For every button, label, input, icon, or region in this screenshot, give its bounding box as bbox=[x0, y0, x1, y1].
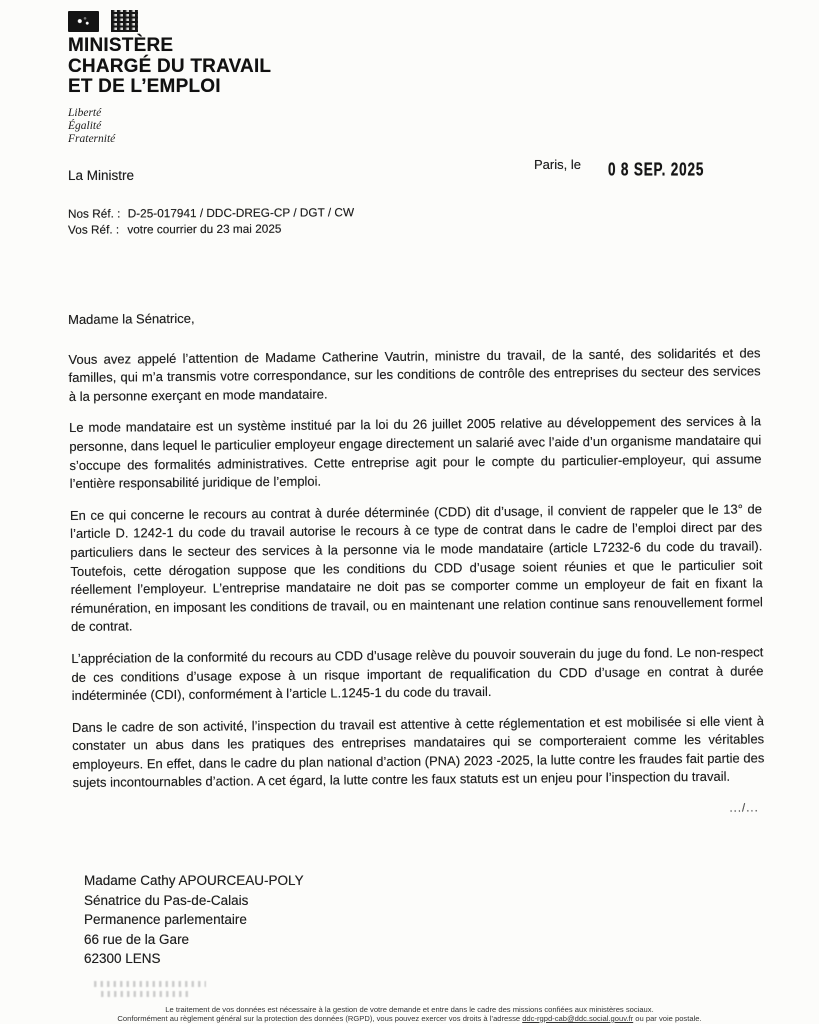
ministry-title-line: CHARGÉ DU TRAVAIL bbox=[68, 55, 272, 77]
marianne-logo-icon bbox=[68, 11, 99, 32]
references-block bbox=[68, 205, 354, 237]
footer-line2-suffix: ou par voie postale. bbox=[633, 1013, 702, 1023]
qr-code-icon bbox=[111, 10, 138, 32]
ministry-title bbox=[68, 36, 271, 98]
your-ref-label: Vos Réf. : bbox=[68, 221, 120, 237]
rgpd-email-link: ddc-rgpd-cab@ddc.social.gouv.fr bbox=[522, 1013, 634, 1023]
paragraph: Vous avez appelé l’attention de Madame Catherine Vautrin, ministre du travail, de la santé, des solidarités et des familles, qui m’a transmis votre correspondance, sur les conditions de contrôle des entreprises du secteur des services à la personne exerçant en mode mandataire. bbox=[68, 344, 761, 404]
ministry-header bbox=[68, 8, 271, 146]
date-stamp: 0 8 SEP. 2025 bbox=[608, 160, 705, 181]
recipient-line: 66 rue de la Gare bbox=[84, 931, 190, 947]
ministry-title-line: ET DE L’EMPLOI bbox=[68, 76, 221, 97]
continuation-mark: .../... bbox=[729, 802, 759, 815]
footer-line2-prefix: Conformément au règlement général sur la protection des données (RGPD), vous pouvez exercer vos droits à l’adresse bbox=[117, 1013, 523, 1023]
sender-title: La Ministre bbox=[68, 168, 135, 183]
paragraph: Le mode mandataire est un système institué par la loi du 26 juillet 2005 relative au développement des services à la personne, dans lequel le particulier employeur engage directement un salarié avec l’aide d’un organisme mandataire qui s’occupe des formalités administratives. Cette entreprise agit pour le compte du particulier-employeur, qui assume l’entière responsabilité juridique de l’emploi. bbox=[69, 413, 762, 492]
recipient-address-block bbox=[84, 871, 304, 969]
recipient-line: Permanence parlementaire bbox=[84, 912, 247, 927]
paragraph: En ce qui concerne le recours au contrat à durée déterminée (CDD) dit d’usage, il convient de rappeler que le 13° de l’article D. 1242-1 du code du travail autorise le recours à ce type de contrat dans le cadre de l’emploi direct par des particuliers dans le secteur des services à la personne via le mode mandataire (article L7232-6 du code du travail). Toutefois, cette dérogation suppose que les conditions du CDD d’usage soient réunies et que le particulier soit réellement l’employeur. L’entreprise mandataire ne doit pas se comporter comme un employeur de fait en fixant la rémunération, en imposant les conditions de travail, ou en maintenant une relation continue sans renouvellement formel de contrat. bbox=[69, 501, 763, 635]
salutation: Madame la Sénatrice, bbox=[68, 310, 195, 327]
our-ref-row bbox=[68, 205, 354, 222]
header-logos bbox=[68, 8, 271, 32]
faded-ghost-print bbox=[94, 981, 206, 997]
recipient-line: 62300 LENS bbox=[84, 951, 161, 966]
paragraph: L’appréciation de la conformité du recours au CDD d’usage relève du pouvoir souverain du juge du fond. Le non-respect de ces conditions d’usage expose à un risque important de requalification du CDD d’usage en contrat à durée indéterminée (CDI), conformément à l’article L.1245-1 du code du travail. bbox=[71, 644, 764, 704]
your-ref-row bbox=[68, 221, 354, 238]
footer-line2 bbox=[66, 1014, 753, 1023]
ministry-title-line: MINISTÈRE bbox=[68, 35, 174, 56]
footer-line1: Le traitement de vos données est nécessaire à la gestion de votre demande et entre dans le cadre des missions confiées aux ministères sociaux. bbox=[165, 1004, 654, 1014]
motto-line: Fraternité bbox=[68, 132, 116, 145]
letter-body bbox=[68, 304, 765, 824]
recipient-line: Sénatrice du Pas-de-Calais bbox=[84, 892, 249, 908]
faded-ghost-line bbox=[101, 991, 189, 997]
rgpd-footer bbox=[0, 1005, 819, 1024]
recipient-line: Madame Cathy APOURCEAU-POLY bbox=[84, 873, 304, 888]
faded-ghost-line bbox=[94, 981, 206, 987]
your-ref-value: votre courrier du 23 mai 2025 bbox=[127, 221, 282, 236]
place-date-label: Paris, le bbox=[534, 157, 581, 172]
motto-line: Égalité bbox=[68, 119, 102, 132]
paragraph: Dans le cadre de son activité, l’inspection du travail est attentive à cette réglementation et est mobilisée si elle vient à constater un abus dans les pratiques des entreprises mandataires qui se comporteraient comme les véritables employeurs. En effet, dans le cadre du plan national d’action (PNA) 2023 -2025, la lutte contre les fraudes fait partie des sujets incontournables d’action. A cet égard, la lutte contre les faux statuts est un enjeu pour l’inspection du travail. bbox=[71, 713, 765, 791]
our-ref-label: Nos Réf. : bbox=[67, 206, 121, 221]
our-ref-value: D-25-017941 / DDC-DREG-CP / DGT / CW bbox=[127, 205, 355, 221]
motto-line: Liberté bbox=[68, 106, 102, 119]
republic-motto bbox=[68, 107, 271, 146]
